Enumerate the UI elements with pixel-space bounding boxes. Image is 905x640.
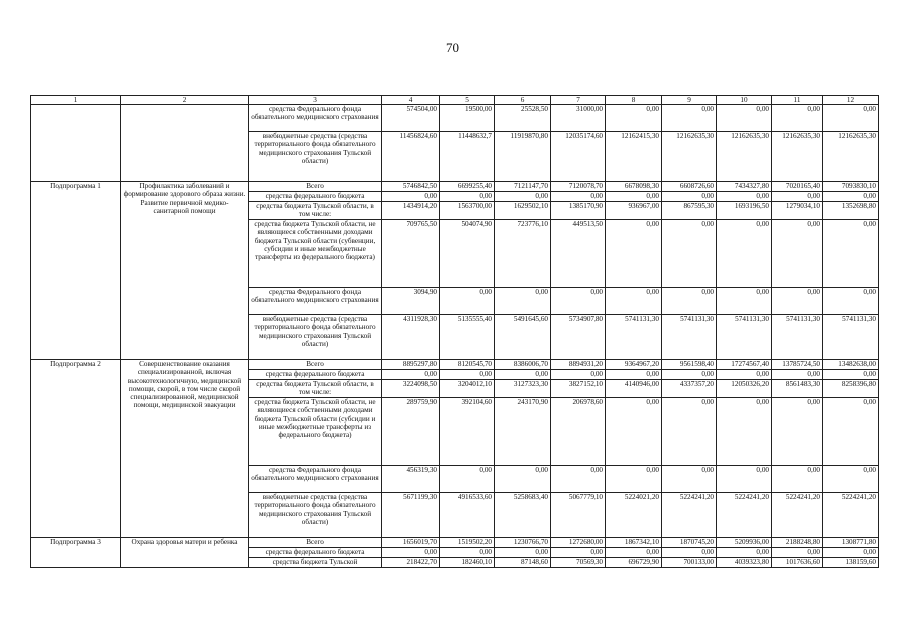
amount-cell: 0,00 (440, 370, 495, 380)
amount-cell: 5491645,60 (495, 315, 551, 360)
amount-cell: 4337357,20 (662, 380, 717, 398)
subprogram-name: Подпрограмма 3 (31, 538, 121, 568)
amount-cell: 8386006,70 (495, 360, 551, 370)
amount-cell: 5741131,30 (662, 315, 717, 360)
amount-cell: 0,00 (495, 370, 551, 380)
funding-source: средства федерального бюджета (249, 370, 382, 380)
column-header: 2 (121, 96, 249, 105)
amount-cell: 5741131,30 (823, 315, 879, 360)
amount-cell: 5224021,20 (606, 493, 662, 538)
amount-cell: 0,00 (440, 192, 495, 202)
funding-source: средства бюджета Тульской (249, 558, 382, 568)
amount-cell: 5741131,30 (717, 315, 772, 360)
amount-cell: 5135555,40 (440, 315, 495, 360)
amount-cell: 0,00 (551, 192, 606, 202)
amount-cell: 0,00 (551, 370, 606, 380)
amount-cell: 0,00 (382, 192, 440, 202)
amount-cell: 8895297,80 (382, 360, 440, 370)
amount-cell: 7120078,70 (551, 182, 606, 192)
amount-cell: 0,00 (662, 370, 717, 380)
subprogram-name: Подпрограмма 1 (31, 182, 121, 360)
amount-cell: 12162635,30 (717, 132, 772, 182)
amount-cell: 8561483,30 (772, 380, 823, 398)
amount-cell: 1434914,20 (382, 202, 440, 220)
financing-table (30, 95, 879, 568)
amount-cell: 11919870,80 (495, 132, 551, 182)
column-header: 7 (551, 96, 606, 105)
amount-cell: 4916533,60 (440, 493, 495, 538)
amount-cell: 0,00 (662, 192, 717, 202)
amount-cell: 0,00 (606, 466, 662, 493)
amount-cell: 0,00 (551, 466, 606, 493)
amount-cell: 8894931,20 (551, 360, 606, 370)
amount-cell: 0,00 (772, 105, 823, 132)
funding-source: средства федерального бюджета (249, 548, 382, 558)
amount-cell: 11456824,60 (382, 132, 440, 182)
amount-cell: 5746842,50 (382, 182, 440, 192)
amount-cell: 7093830,10 (823, 182, 879, 192)
amount-cell: 0,00 (551, 548, 606, 558)
amount-cell: 12162635,30 (772, 132, 823, 182)
subprogram-name: Подпрограмма 2 (31, 360, 121, 538)
amount-cell: 0,00 (772, 548, 823, 558)
amount-cell: 0,00 (382, 370, 440, 380)
table-row (31, 182, 879, 192)
amount-cell: 0,00 (495, 548, 551, 558)
amount-cell: 0,00 (606, 398, 662, 466)
amount-cell: 0,00 (440, 548, 495, 558)
page-number: 70 (446, 40, 459, 55)
amount-cell: 1870745,20 (662, 538, 717, 548)
amount-cell: 0,00 (662, 288, 717, 315)
amount-cell: 11448632,7 (440, 132, 495, 182)
amount-cell: 0,00 (772, 370, 823, 380)
subprogram-name (31, 105, 121, 182)
amount-cell: 867595,30 (662, 202, 717, 220)
funding-source: средства федерального бюджета (249, 192, 382, 202)
amount-cell: 25528,50 (495, 105, 551, 132)
amount-cell: 5067779,10 (551, 493, 606, 538)
amount-cell: 0,00 (717, 466, 772, 493)
amount-cell: 0,00 (440, 466, 495, 493)
amount-cell: 1693196,50 (717, 202, 772, 220)
subprogram-description: Охрана здоровья матери и ребенка (121, 538, 249, 568)
amount-cell: 5741131,30 (772, 315, 823, 360)
subprogram-description: Профилактика заболеваний и формирование здорового образа жизни. Развитие первичной медико-санитарной помощи (121, 182, 249, 360)
amount-cell: 1279034,10 (772, 202, 823, 220)
amount-cell: 3094,90 (382, 288, 440, 315)
funding-source: внебюджетные средства (средства территориального фонда обязательного медицинского страхования Тульской области) (249, 493, 382, 538)
amount-cell: 504074,90 (440, 220, 495, 288)
amount-cell: 4140946,00 (606, 380, 662, 398)
amount-cell: 0,00 (606, 370, 662, 380)
amount-cell: 0,00 (606, 105, 662, 132)
amount-cell: 0,00 (382, 548, 440, 558)
amount-cell: 12162635,30 (823, 132, 879, 182)
amount-cell: 449513,50 (551, 220, 606, 288)
amount-cell: 5224241,20 (823, 493, 879, 538)
amount-cell: 13785724,50 (772, 360, 823, 370)
column-header: 1 (31, 96, 121, 105)
amount-cell: 12050326,20 (717, 380, 772, 398)
amount-cell: 1629502,10 (495, 202, 551, 220)
column-header: 8 (606, 96, 662, 105)
amount-cell: 5224241,20 (772, 493, 823, 538)
amount-cell: 0,00 (662, 466, 717, 493)
amount-cell: 0,00 (717, 105, 772, 132)
amount-cell: 936967,00 (606, 202, 662, 220)
amount-cell: 0,00 (495, 288, 551, 315)
amount-cell: 6678098,30 (606, 182, 662, 192)
amount-cell: 0,00 (606, 220, 662, 288)
amount-cell: 1308771,80 (823, 538, 879, 548)
amount-cell: 1867342,10 (606, 538, 662, 548)
amount-cell: 0,00 (823, 398, 879, 466)
amount-cell: 700133,00 (662, 558, 717, 568)
amount-cell: 0,00 (823, 548, 879, 558)
amount-cell: 0,00 (495, 466, 551, 493)
amount-cell: 0,00 (606, 192, 662, 202)
amount-cell: 0,00 (717, 220, 772, 288)
amount-cell: 7121147,70 (495, 182, 551, 192)
amount-cell: 0,00 (823, 288, 879, 315)
funding-source: средства бюджета Тульской области, в том числе: (249, 380, 382, 398)
amount-cell: 456319,30 (382, 466, 440, 493)
amount-cell: 4039323,80 (717, 558, 772, 568)
amount-cell: 182460,10 (440, 558, 495, 568)
amount-cell: 31000,00 (551, 105, 606, 132)
amount-cell: 8120545,70 (440, 360, 495, 370)
amount-cell: 5671199,30 (382, 493, 440, 538)
amount-cell: 3127323,30 (495, 380, 551, 398)
amount-cell: 574504,00 (382, 105, 440, 132)
amount-cell: 4311928,30 (382, 315, 440, 360)
amount-cell: 6699255,40 (440, 182, 495, 192)
amount-cell: 0,00 (823, 105, 879, 132)
funding-source: внебюджетные средства (средства территориального фонда обязательного медицинского страхования Тульской области) (249, 315, 382, 360)
amount-cell: 1656019,70 (382, 538, 440, 548)
amount-cell: 12162415,30 (606, 132, 662, 182)
amount-cell: 206978,60 (551, 398, 606, 466)
amount-cell: 0,00 (772, 192, 823, 202)
amount-cell: 0,00 (717, 548, 772, 558)
amount-cell: 1352698,80 (823, 202, 879, 220)
amount-cell: 1230766,70 (495, 538, 551, 548)
column-header: 5 (440, 96, 495, 105)
table-row (31, 360, 879, 370)
funding-source: средства Федерального фонда обязательного медицинского страхования (249, 466, 382, 493)
funding-source: средства бюджета Тульской области, не являющиеся собственными доходами бюджета Тульской области (субвенции, субсидии и иные межбюджетные трансферты из федерального бюджета) (249, 220, 382, 288)
table-row (31, 538, 879, 548)
amount-cell: 243170,90 (495, 398, 551, 466)
table-row (31, 105, 879, 132)
amount-cell: 19500,00 (440, 105, 495, 132)
amount-cell: 0,00 (662, 398, 717, 466)
amount-cell: 7434327,80 (717, 182, 772, 192)
amount-cell: 3204012,10 (440, 380, 495, 398)
amount-cell: 3224098,50 (382, 380, 440, 398)
funding-source: средства бюджета Тульской области, не являющиеся собственными доходами бюджета Тульской области (субсидии и иные межбюджетные трансферты из федерального бюджета) (249, 398, 382, 466)
amount-cell: 0,00 (717, 370, 772, 380)
amount-cell: 0,00 (717, 398, 772, 466)
column-header: 6 (495, 96, 551, 105)
amount-cell: 0,00 (772, 398, 823, 466)
amount-cell: 0,00 (772, 288, 823, 315)
amount-cell: 0,00 (772, 466, 823, 493)
funding-source: средства Федерального фонда обязательного медицинского страхования (249, 288, 382, 315)
amount-cell: 0,00 (662, 220, 717, 288)
amount-cell: 12035174,60 (551, 132, 606, 182)
amount-cell: 0,00 (606, 288, 662, 315)
amount-cell: 87148,60 (495, 558, 551, 568)
amount-cell: 0,00 (717, 192, 772, 202)
funding-source: средства Федерального фонда обязательного медицинского страхования (249, 105, 382, 132)
subprogram-description: Совершенствование оказания специализированной, включая высокотехнологичную, медицинской помощи, скорой, в том числе скорой специализированной, медицинской помощи, медицинской эвакуации (121, 360, 249, 538)
amount-cell: 5741131,30 (606, 315, 662, 360)
column-header: 11 (772, 96, 823, 105)
amount-cell: 8258396,80 (823, 380, 879, 398)
amount-cell: 696729,90 (606, 558, 662, 568)
amount-cell: 0,00 (551, 288, 606, 315)
amount-cell: 5224241,20 (717, 493, 772, 538)
funding-source: средства бюджета Тульской области, в том числе: (249, 202, 382, 220)
amount-cell: 0,00 (662, 105, 717, 132)
column-header: 10 (717, 96, 772, 105)
amount-cell: 13482638,00 (823, 360, 879, 370)
amount-cell: 17274567,40 (717, 360, 772, 370)
amount-cell: 1385170,90 (551, 202, 606, 220)
amount-cell: 12162635,30 (662, 132, 717, 182)
amount-cell: 0,00 (823, 370, 879, 380)
amount-cell: 0,00 (823, 192, 879, 202)
amount-cell: 0,00 (662, 548, 717, 558)
amount-cell: 709765,50 (382, 220, 440, 288)
amount-cell: 218422,70 (382, 558, 440, 568)
amount-cell: 1519502,20 (440, 538, 495, 548)
amount-cell: 70569,30 (551, 558, 606, 568)
column-header: 4 (382, 96, 440, 105)
amount-cell: 9364967,20 (606, 360, 662, 370)
header-row (31, 96, 879, 105)
column-header: 12 (823, 96, 879, 105)
amount-cell: 1563700,00 (440, 202, 495, 220)
amount-cell: 3827152,10 (551, 380, 606, 398)
funding-source: Всего (249, 182, 382, 192)
amount-cell: 5258683,40 (495, 493, 551, 538)
amount-cell: 723776,10 (495, 220, 551, 288)
amount-cell: 0,00 (823, 466, 879, 493)
amount-cell: 2188248,80 (772, 538, 823, 548)
amount-cell: 0,00 (772, 220, 823, 288)
amount-cell: 5224241,20 (662, 493, 717, 538)
column-header: 9 (662, 96, 717, 105)
amount-cell: 1272680,00 (551, 538, 606, 548)
funding-source: Всего (249, 360, 382, 370)
amount-cell: 1017636,60 (772, 558, 823, 568)
amount-cell: 6608726,60 (662, 182, 717, 192)
amount-cell: 5734907,80 (551, 315, 606, 360)
amount-cell: 0,00 (717, 288, 772, 315)
column-header: 3 (249, 96, 382, 105)
amount-cell: 392104,60 (440, 398, 495, 466)
funding-source: внебюджетные средства (средства территориального фонда обязательного медицинского страхования Тульской области) (249, 132, 382, 182)
amount-cell: 289759,90 (382, 398, 440, 466)
funding-source: Всего (249, 538, 382, 548)
subprogram-description (121, 105, 249, 182)
amount-cell: 9561598,40 (662, 360, 717, 370)
amount-cell: 138159,60 (823, 558, 879, 568)
amount-cell: 5209936,00 (717, 538, 772, 548)
amount-cell: 0,00 (823, 220, 879, 288)
amount-cell: 0,00 (495, 192, 551, 202)
amount-cell: 0,00 (440, 288, 495, 315)
amount-cell: 0,00 (606, 548, 662, 558)
amount-cell: 7020165,40 (772, 182, 823, 192)
